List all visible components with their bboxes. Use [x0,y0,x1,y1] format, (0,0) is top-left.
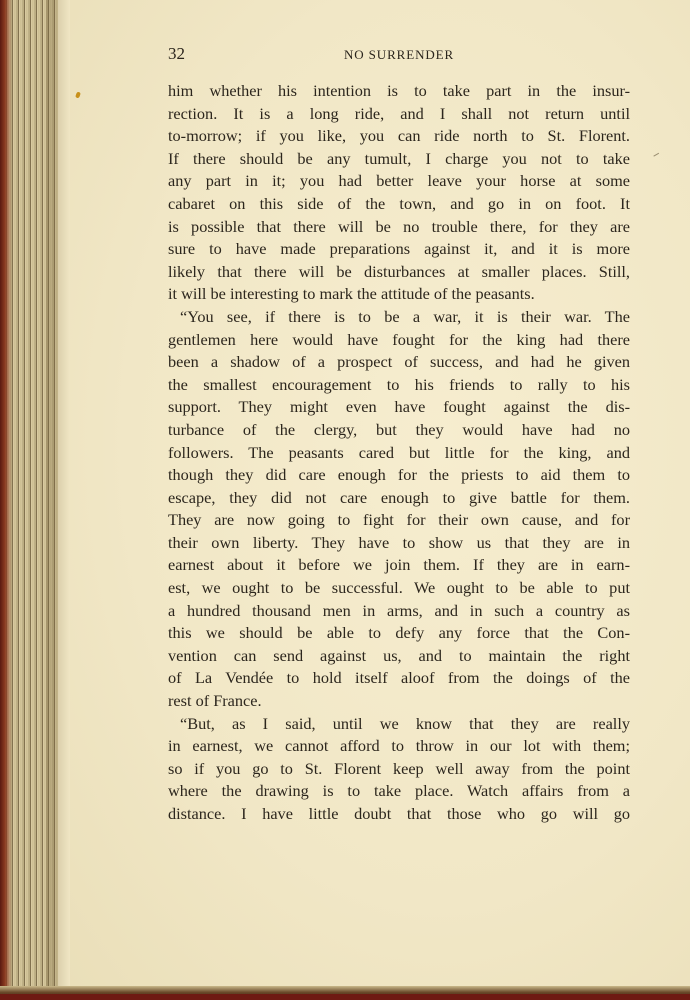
text-line: in earnest, we cannot afford to throw in our lot with them; [168,736,630,756]
text-line: followers. The peasants cared but little for the king, and [168,442,630,462]
text-line: They are now going to fight for their own cause, and for [168,510,630,530]
book-cover-strip [0,994,690,1000]
gutter-fade-shadow [46,0,70,990]
text-line: cabaret on this side of the town, and go in on foot. It [168,193,630,213]
text-line: support. They might even have fought against the dis- [168,397,630,417]
text-line: rest of France. [168,691,262,711]
text-line: escape, they did not care enough to give battle for them. [168,487,630,507]
body-text [168,80,630,826]
text-line: though they did care enough for the priests to aid them to [168,465,630,485]
text-line: gentlemen here would have fought for the king had there [168,329,630,349]
text-line: to-morrow; if you like, you can ride north to St. Florent. [168,126,630,146]
text-line: “You see, if there is to be a war, it is their war. The [180,306,630,326]
text-line: the smallest encouragement to his friends to rally to his [168,374,630,394]
text-line: him whether his intention is to take part in the insur- [168,81,630,100]
text-line: where the drawing is to take place. Watch affairs from a [168,781,630,801]
text-line: If there should be any tumult, I charge you not to take [168,148,630,168]
text-line: distance. I have little doubt that those who go will go [168,804,630,823]
text-line: “But, as I said, until we know that they are really [180,713,630,733]
text-line: turbance of the clergy, but they would have had no [168,419,630,439]
book-spine-shadow [0,0,12,1000]
text-line: been a shadow of a prospect of success, and had he given [168,352,630,372]
text-line: est, we ought to be successful. We ought to be able to put [168,578,630,598]
text-line: rection. It is a long ride, and I shall not return until [168,103,630,123]
page-surface [70,0,690,986]
text-line: sure to have made preparations against it, and it is more [168,239,630,259]
text-line: any part in it; you had better leave your horse at some [168,171,630,191]
text-line: of La Vendée to hold itself aloof from the doings of the [168,668,630,688]
text-line: this we should be able to defy any force that the Con- [168,623,630,643]
text-line: it will be interesting to mark the attitude of the peasants. [168,284,535,304]
text-line: so if you go to St. Florent keep well away from the point [168,758,630,778]
running-head: NO SURRENDER [343,47,455,62]
text-line: vention can send against us, and to maintain the right [168,645,630,665]
text-line: is possible that there will be no trouble there, for they are [168,216,630,236]
text-line: a hundred thousand men in arms, and in such a country as [168,600,630,620]
text-line: their own liberty. They have to show us that they are in [168,532,630,552]
text-line: earnest about it before we join them. If they are in earn- [168,555,630,575]
text-line: likely that there will be disturbances at smaller places. Still, [168,261,630,281]
page-number: 32 [168,44,185,63]
